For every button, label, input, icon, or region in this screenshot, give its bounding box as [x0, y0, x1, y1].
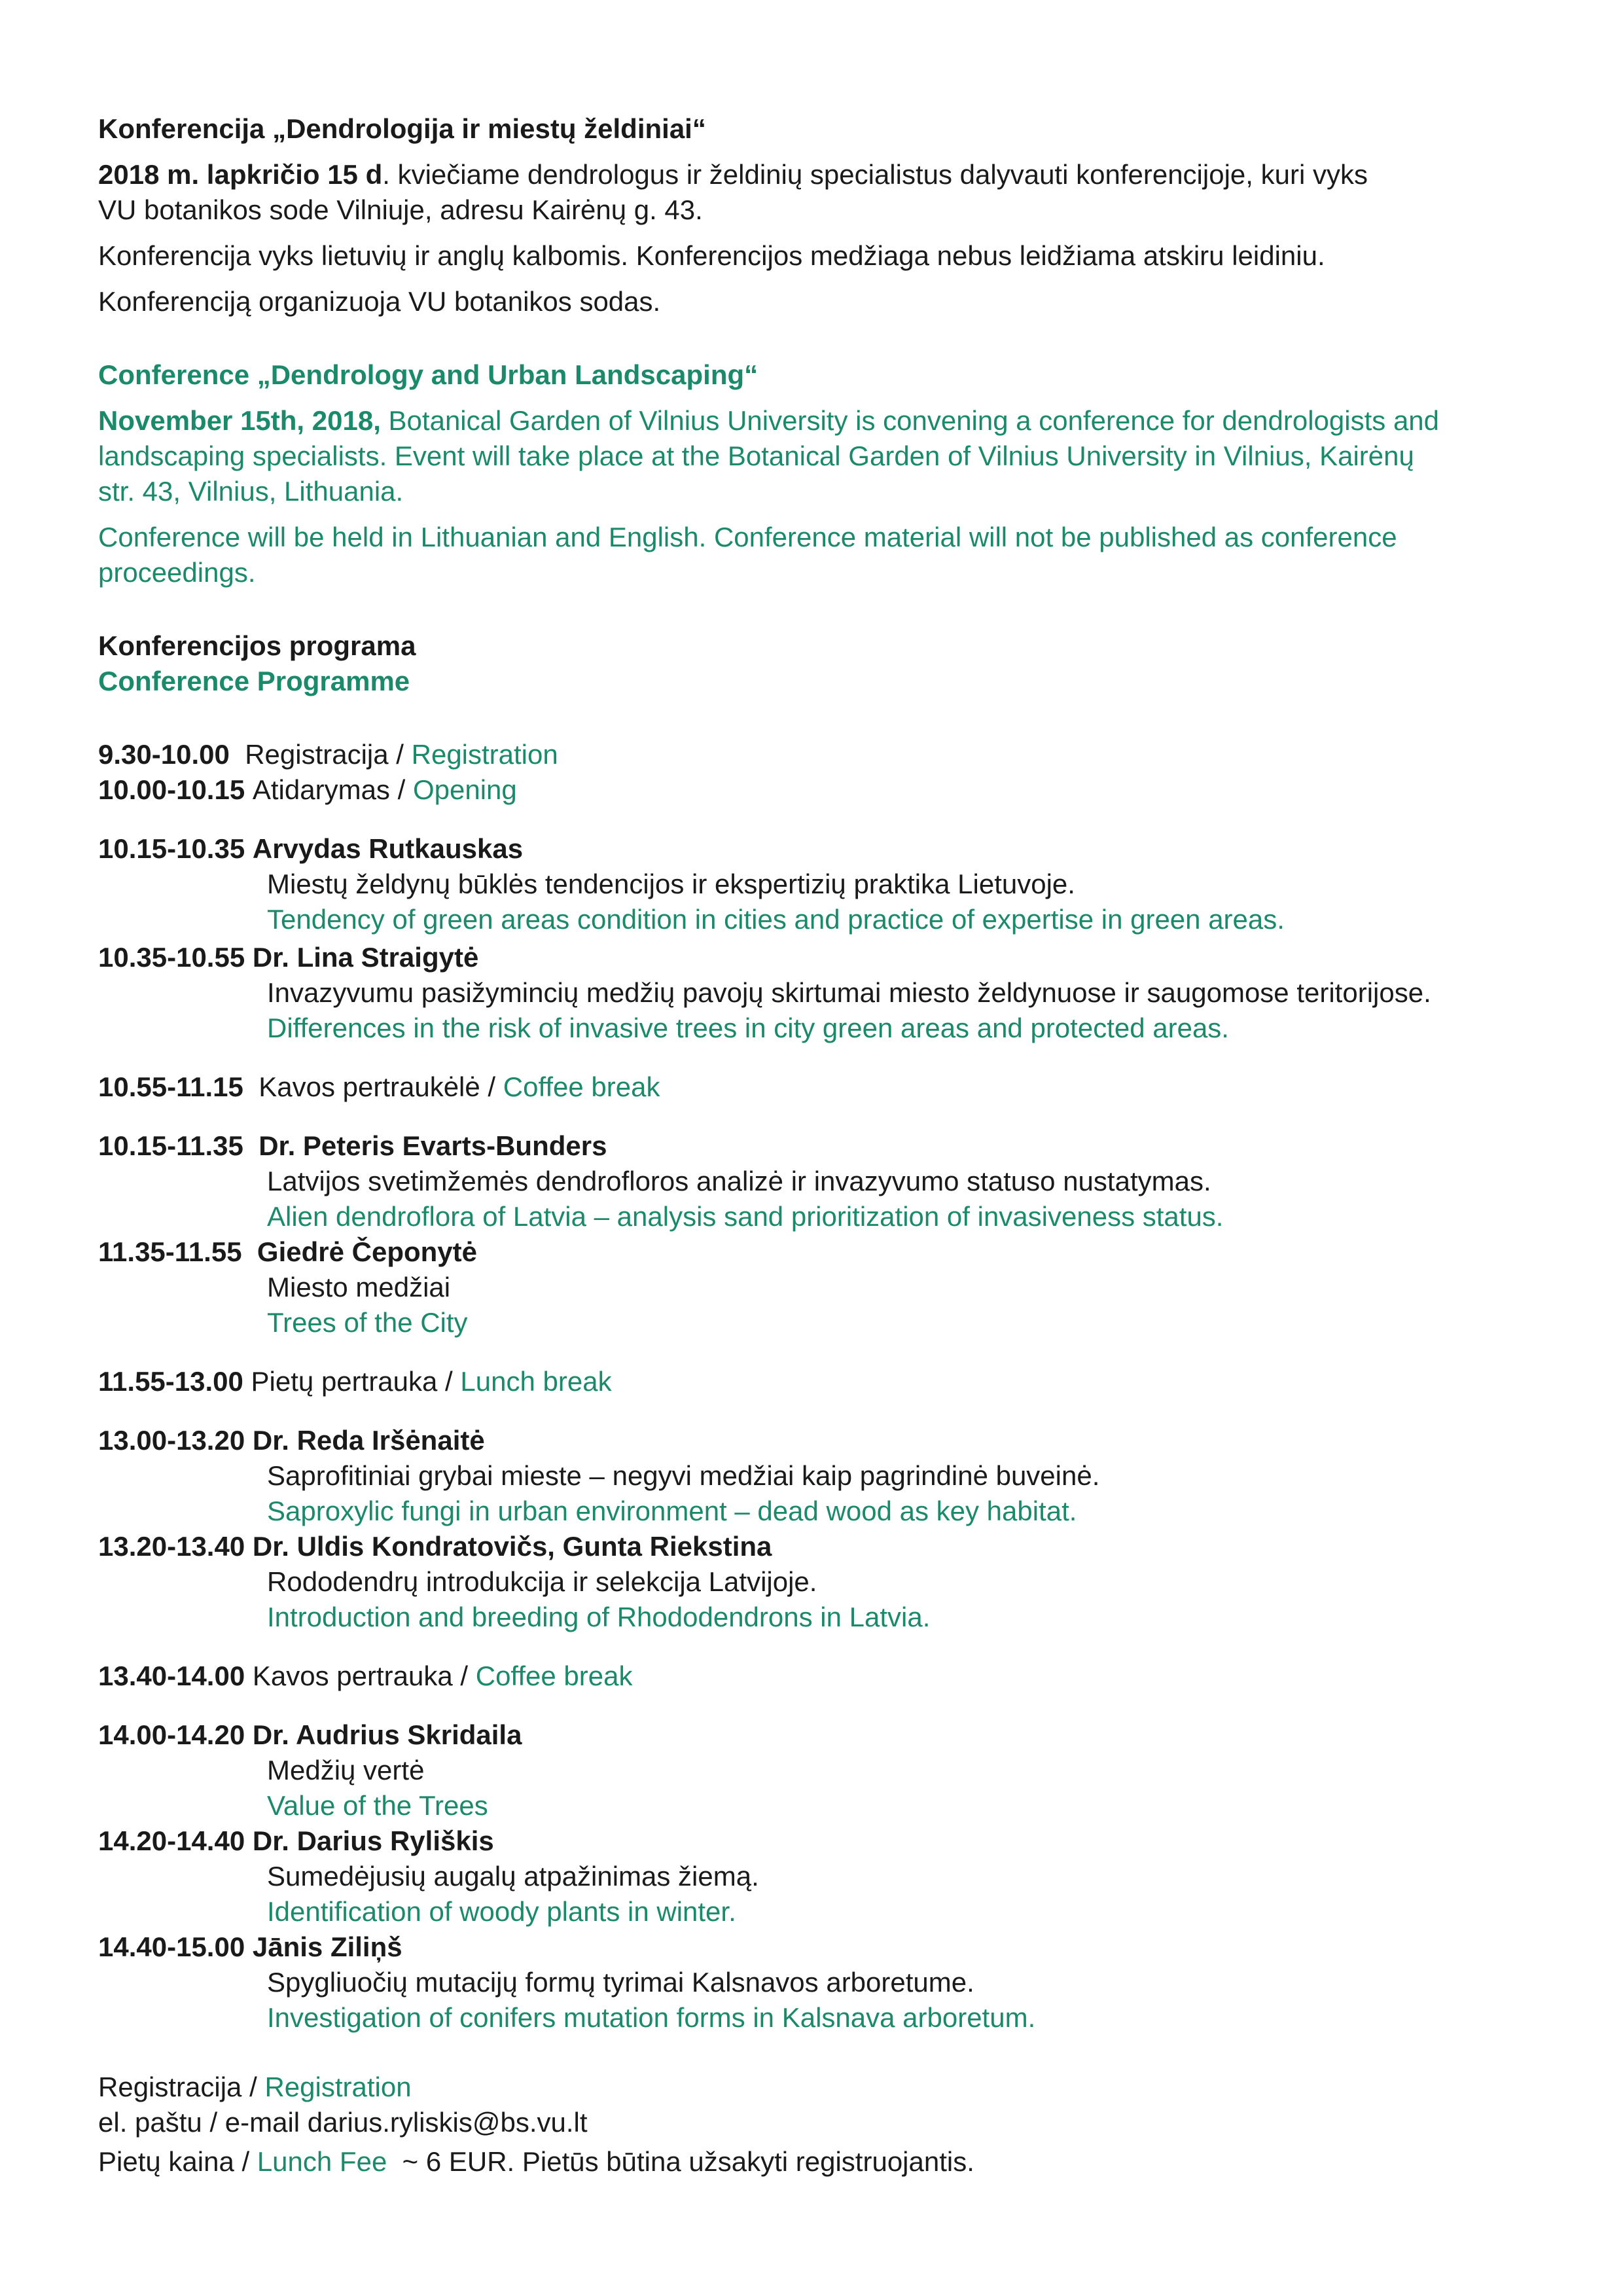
programme-title-lt: Konferencijos programa: [98, 630, 416, 661]
document-page: [98, 111, 1538, 2179]
programme-item-opening: [98, 772, 1538, 808]
item-en: Opening: [412, 774, 517, 805]
item-speaker: Dr. Darius Ryliškis: [252, 1825, 494, 1856]
talk-title-en: Saproxylic fungi in urban environment – dead wood as key habitat.: [267, 1496, 1077, 1526]
talk-title-lt: Miesto medžiai: [267, 1272, 451, 1302]
item-time: 10.35-10.55: [98, 942, 245, 973]
lt-intro-text: . kviečiame dendrologus ir želdinių specialistus dalyvauti konferencijoje, kuri vyks: [382, 159, 1368, 190]
talk-title-lt: Invazyvumu pasižymincių medžių pavojų skirtumai miesto želdynuose ir saugomose teritorijose.: [267, 977, 1431, 1008]
lt-date: 2018 m. lapkričio 15 d: [98, 159, 383, 190]
item-lt: Pietų pertrauka: [251, 1366, 438, 1397]
talk-title-lt: Spygliuočių mutacijų formų tyrimai Kalsnavos arboretume.: [267, 1967, 974, 1998]
programme-talk-heading: [98, 1717, 1538, 1753]
programme-talk-heading: [98, 1234, 1538, 1270]
footer-lunch-fee: [98, 2144, 1538, 2179]
item-lt: Kavos pertrauka: [252, 1660, 453, 1691]
en-intro-paragraph: [98, 403, 1538, 509]
en-language-line1: Conference will be held in Lithuanian and English. Conference material will not be published as conference: [98, 522, 1397, 552]
item-speaker: Dr. Reda Iršėnaitė: [252, 1425, 485, 1456]
footer-fee-rest: ~ 6 EUR. Pietūs būtina užsakyti registruojantis.: [387, 2146, 974, 2177]
lt-conference-title: Konferencija „Dendrologija ir miestų želdiniai“: [98, 113, 706, 144]
item-lt: Atidarymas: [252, 774, 390, 805]
talk-title-en: Investigation of conifers mutation forms in Kalsnava arboretum.: [267, 2002, 1036, 2033]
item-time: 10.00-10.15: [98, 774, 245, 805]
lt-organizer-paragraph: Konferenciją organizuoja VU botanikos sodas.: [98, 286, 661, 317]
item-speaker: Arvydas Rutkauskas: [252, 833, 524, 864]
talk-title-en: Identification of woody plants in winter.: [267, 1896, 736, 1927]
talk-title-en: Trees of the City: [267, 1307, 468, 1338]
item-speaker: Giedrė Čeponytė: [257, 1236, 477, 1267]
item-separator: /: [437, 1366, 461, 1397]
en-language-paragraph: [98, 520, 1538, 590]
programme-item-lunch: [98, 1364, 1538, 1399]
talk-title-lt: Saprofitiniai grybai mieste – negyvi medžiai kaip pagrindinė buveinė.: [267, 1460, 1100, 1491]
programme-title-en: Conference Programme: [98, 666, 410, 696]
programme-talk-heading: [98, 940, 1538, 975]
item-time: 13.20-13.40: [98, 1531, 245, 1562]
item-en: Coffee break: [503, 1071, 660, 1102]
item-lt: Kavos pertraukėlė: [259, 1071, 480, 1102]
programme-talk-heading: [98, 1823, 1538, 1859]
programme-talk-heading: [98, 1929, 1538, 1965]
programme-item-registration: [98, 737, 1538, 772]
en-date: November 15th, 2018,: [98, 405, 381, 436]
item-time: 11.55-13.00: [98, 1366, 243, 1397]
item-en: Registration: [411, 739, 558, 770]
talk-title-en: Differences in the risk of invasive trees in city green areas and protected areas.: [267, 1013, 1229, 1043]
talk-title-en: Introduction and breeding of Rhododendrons in Latvia.: [267, 1602, 931, 1632]
en-intro-line2: landscaping specialists. Event will take place at the Botanical Garden of Vilnius University in Vilnius, Kairėnų: [98, 440, 1414, 471]
programme-talk-heading: [98, 1128, 1538, 1164]
footer-registration: [98, 2070, 1538, 2105]
item-time: 11.35-11.55: [98, 1236, 242, 1267]
item-speaker: Dr. Peteris Evarts-Bunders: [259, 1130, 607, 1161]
footer-fee-lt: Pietų kaina: [98, 2146, 234, 2177]
footer-fee-en: Lunch Fee: [257, 2146, 387, 2177]
programme-talk-heading: [98, 1423, 1538, 1458]
item-separator: /: [389, 774, 413, 805]
item-separator: /: [388, 739, 412, 770]
programme-item-break: [98, 1069, 1538, 1105]
en-conference-title: Conference „Dendrology and Urban Landscaping“: [98, 359, 758, 390]
item-time: 9.30-10.00: [98, 739, 230, 770]
footer-reg-lt: Registracija: [98, 2072, 242, 2102]
programme-talk-heading: [98, 831, 1538, 867]
en-intro-text: Botanical Garden of Vilnius University is convening a conference for dendrologists and: [380, 405, 1440, 436]
footer-email: el. paštu / e-mail darius.ryliskis@bs.vu.lt: [98, 2107, 588, 2138]
programme-talk-heading: [98, 1529, 1538, 1564]
item-time: 13.40-14.00: [98, 1660, 245, 1691]
talk-title-lt: Sumedėjusių augalų atpažinimas žiemą.: [267, 1861, 759, 1892]
item-speaker: Dr. Uldis Kondratovičs, Gunta Riekstina: [252, 1531, 772, 1562]
en-intro-line3: str. 43, Vilnius, Lithuania.: [98, 476, 404, 507]
item-speaker: Dr. Audrius Skridaila: [252, 1719, 522, 1750]
item-separator: /: [480, 1071, 503, 1102]
talk-title-lt: Rododendrų introdukcija ir selekcija Latvijoje.: [267, 1566, 817, 1597]
item-speaker: Jānis Ziliņš: [252, 1931, 402, 1962]
item-time: 13.00-13.20: [98, 1425, 245, 1456]
talk-title-en: Tendency of green areas condition in cities and practice of expertise in green areas.: [267, 904, 1285, 935]
item-time: 10.15-10.35: [98, 833, 245, 864]
talk-title-en: Value of the Trees: [267, 1790, 488, 1821]
lt-intro-paragraph: [98, 157, 1538, 228]
footer-separator: /: [234, 2146, 257, 2177]
item-time: 10.55-11.15: [98, 1071, 243, 1102]
en-language-line2: proceedings.: [98, 557, 256, 588]
footer-separator: /: [241, 2072, 265, 2102]
item-time: 10.15-11.35: [98, 1130, 243, 1161]
item-time: 14.40-15.00: [98, 1931, 245, 1962]
talk-title-lt: Latvijos svetimžemės dendrofloros analizė ir invazyvumo statuso nustatymas.: [267, 1166, 1211, 1196]
footer-reg-en: Registration: [264, 2072, 412, 2102]
talk-title-en: Alien dendroflora of Latvia – analysis sand prioritization of invasiveness status.: [267, 1201, 1224, 1232]
lt-intro-line2: VU botanikos sode Vilniuje, adresu Kairėnų g. 43.: [98, 194, 703, 225]
lt-language-paragraph: Konferencija vyks lietuvių ir anglų kalbomis. Konferencijos medžiaga nebus leidžiama atskiru leidiniu.: [98, 240, 1325, 271]
item-speaker: Dr. Lina Straigytė: [252, 942, 479, 973]
item-time: 14.00-14.20: [98, 1719, 245, 1750]
programme-item-break: [98, 1659, 1538, 1694]
item-en: Lunch break: [460, 1366, 612, 1397]
item-separator: /: [452, 1660, 476, 1691]
talk-title-lt: Medžių vertė: [267, 1755, 425, 1785]
talk-title-lt: Miestų želdynų būklės tendencijos ir ekspertizių praktika Lietuvoje.: [267, 869, 1075, 899]
item-lt: Registracija: [245, 739, 389, 770]
item-en: Coffee break: [475, 1660, 633, 1691]
item-time: 14.20-14.40: [98, 1825, 245, 1856]
